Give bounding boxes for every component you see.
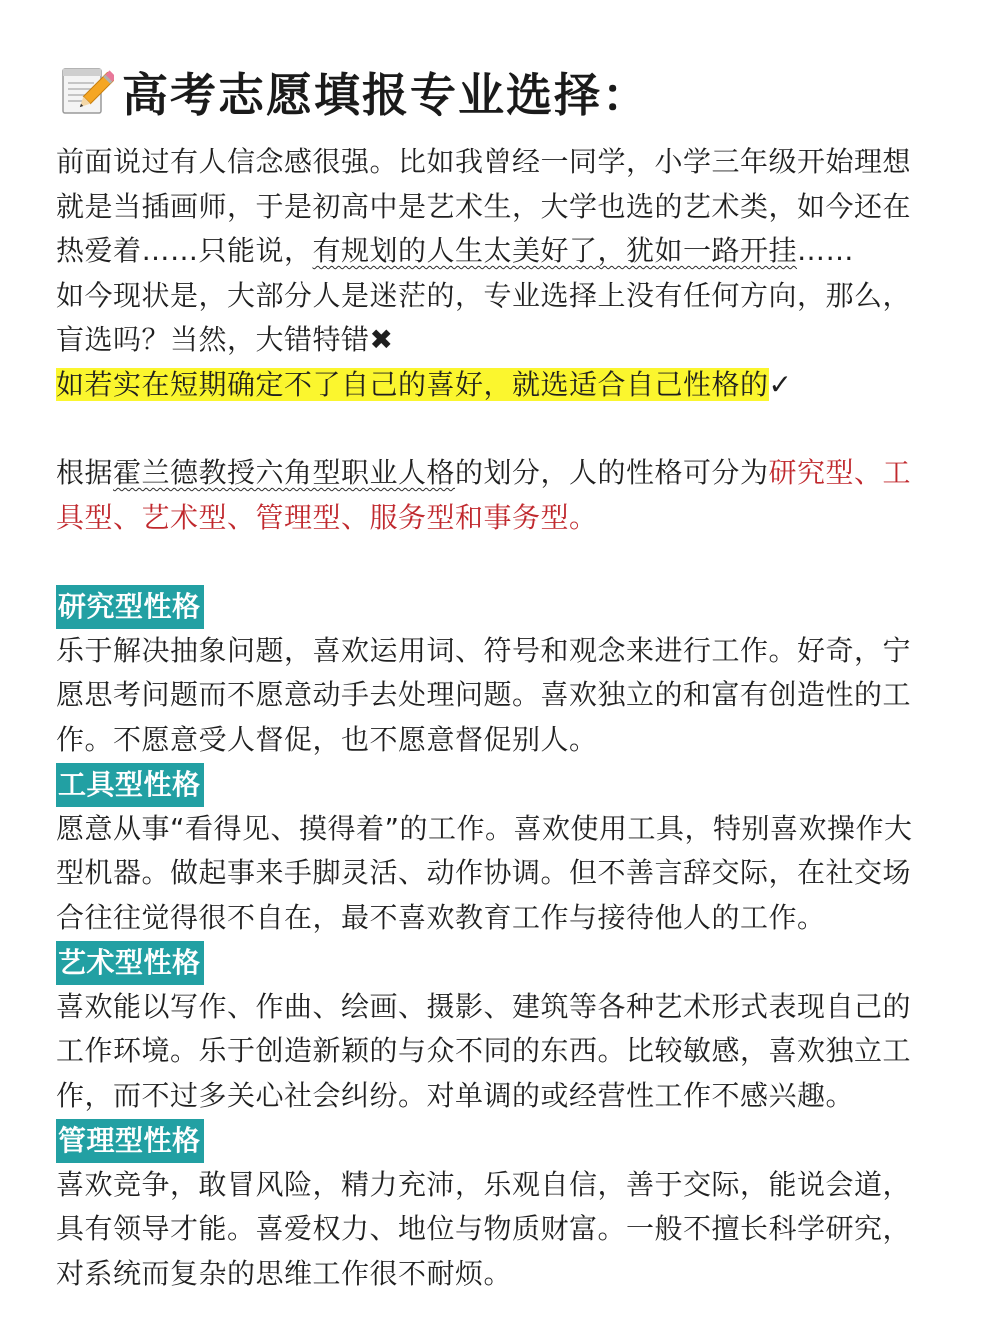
section-heading: 艺术型性格 bbox=[56, 941, 204, 985]
text-line: 具有领导才能。喜爱权力、地位与物质财富。一般不擅长科学研究， bbox=[56, 1212, 912, 1245]
text-line: 型机器。做起事来手脚灵活、动作协调。但不善言辞交际，在社交场 bbox=[56, 856, 912, 889]
text-line: 乐于解决抽象问题，喜欢运用词、符号和观念来进行工作。好奇，宁 bbox=[56, 633, 912, 667]
text-line: 喜欢竞争，敢冒风险，精力充沛，乐观自信，善于交际，能说会道， bbox=[56, 1167, 912, 1201]
text-line: 合往往觉得很不自在，最不喜欢教育工作与接待他人的工作。 bbox=[56, 900, 826, 934]
text-line: 如今现状是，大部分人是迷茫的，专业选择上没有任何方向，那么， bbox=[56, 278, 912, 312]
section-tool bbox=[56, 762, 946, 940]
text-segment: 根据 bbox=[56, 456, 114, 489]
cross-mark-icon: ✖ bbox=[369, 323, 394, 356]
text-line bbox=[56, 229, 946, 274]
section-art bbox=[56, 940, 946, 1118]
red-text-line: 具型、艺术型、管理型、服务型和事务型。 bbox=[56, 500, 598, 534]
text-line: 愿意从事“看得见、摸得着”的工作。喜欢使用工具，特别喜欢操作大 bbox=[56, 811, 913, 845]
section-management bbox=[56, 1118, 946, 1296]
text-line: 作，而不过多关心社会纠纷。对单调的或经营性工作不感兴趣。 bbox=[56, 1078, 855, 1112]
text-segment: …… bbox=[797, 234, 855, 267]
red-text: 研究型、工 bbox=[768, 456, 912, 489]
article-body bbox=[56, 140, 946, 1296]
text-segment: 热爱着……只能说， bbox=[56, 234, 313, 267]
text-line bbox=[56, 451, 946, 496]
spacer bbox=[56, 540, 946, 584]
text-line: 就是当插画师，于是初高中是艺术生，大学也选的艺术类，如今还在 bbox=[56, 189, 912, 223]
text-segment: 盲选吗？当然，大错特错 bbox=[56, 323, 370, 356]
section-heading: 研究型性格 bbox=[56, 585, 204, 629]
text-line: 对系统而复杂的思维工作很不耐烦。 bbox=[56, 1256, 513, 1290]
text-line: 工作环境。乐于创造新颖的与众不同的东西。比较敏感，喜欢独立工 bbox=[56, 1034, 912, 1067]
text-line: 喜欢能以写作、作曲、绘画、摄影、建筑等各种艺术形式表现自己的 bbox=[56, 989, 912, 1023]
wavy-underline-text: 霍兰德教授六角型职业人格 bbox=[113, 456, 456, 489]
memo-pencil-icon bbox=[60, 63, 122, 121]
spacer bbox=[56, 407, 946, 451]
page-title: 高考志愿填报专业选择： bbox=[122, 68, 650, 122]
section-heading: 工具型性格 bbox=[56, 763, 204, 807]
section-heading: 管理型性格 bbox=[56, 1119, 204, 1163]
text-line: 前面说过有人信念感很强。比如我曾经一同学，小学三年级开始理想 bbox=[56, 145, 912, 178]
wavy-underline-text: 有规划的人生太美好了，犹如一路开挂 bbox=[312, 234, 798, 267]
title-row bbox=[60, 62, 650, 122]
text-line bbox=[56, 363, 946, 408]
section-research bbox=[56, 584, 946, 762]
text-segment: 的划分，人的性格可分为 bbox=[455, 456, 769, 489]
text-line: 作。不愿意受人督促，也不愿意督促别人。 bbox=[56, 722, 598, 756]
text-line bbox=[56, 318, 946, 363]
check-mark-icon: ✓ bbox=[768, 367, 793, 401]
text-line: 愿思考问题而不愿意动手去处理问题。喜欢独立的和富有创造性的工 bbox=[56, 678, 912, 711]
highlighted-text: 如若实在短期确定不了自己的喜好，就选适合自己性格的 bbox=[56, 367, 769, 401]
